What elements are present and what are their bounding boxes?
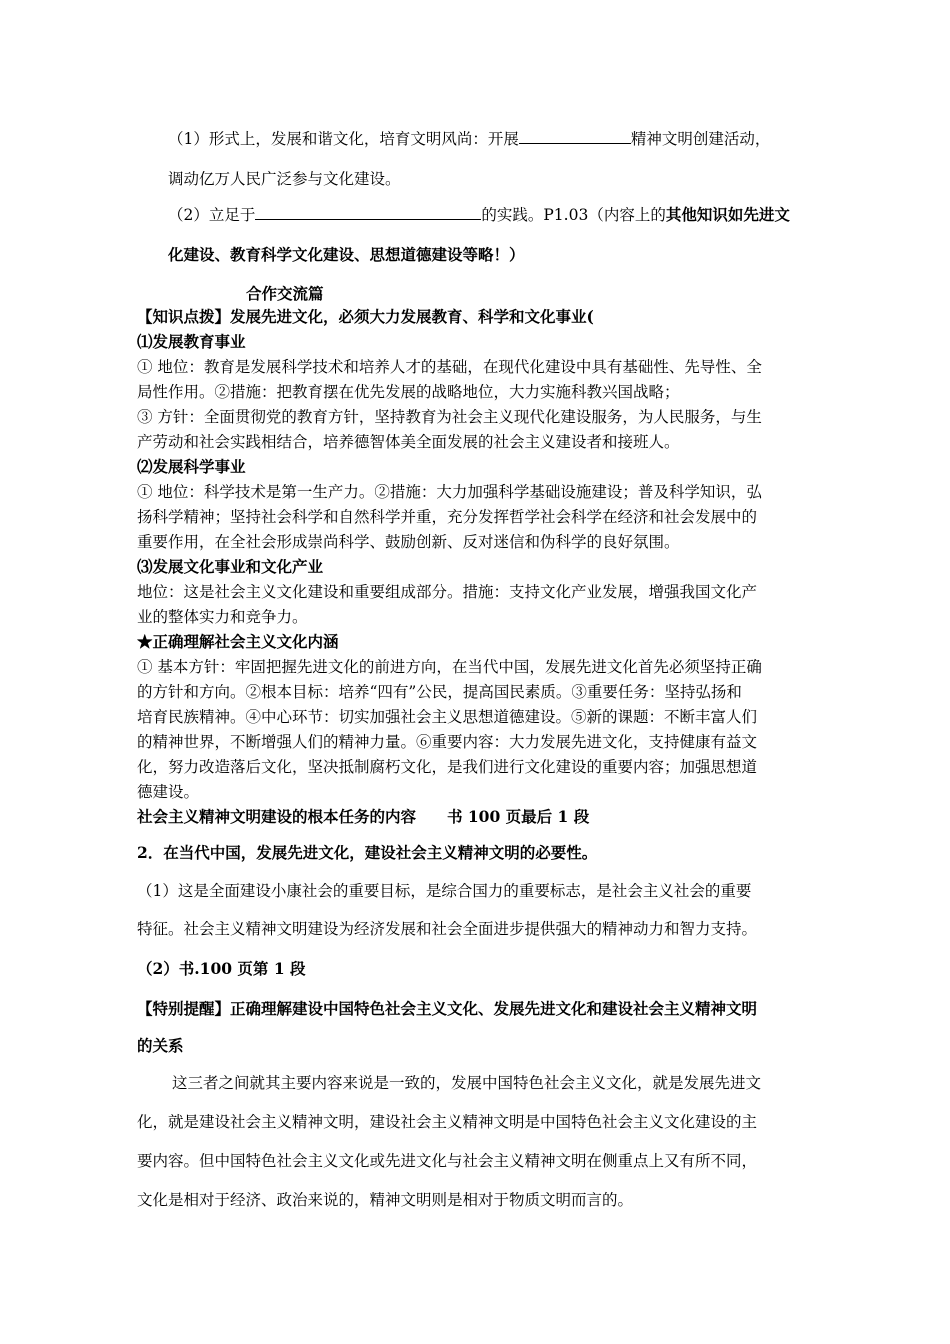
paragraph-line (168, 128, 820, 150)
section-title: 合作交流篇 (246, 284, 324, 303)
text: （2）立足于 (168, 206, 256, 224)
paragraph-line: 的方针和方向。②根本目标：培养“四有”公民，提高国民素质。③重要任务：坚持弘扬和 (137, 683, 742, 701)
text: （1）形式上，发展和谐文化，培育文明风尚：开展 (168, 130, 519, 148)
paragraph-line: 的精神世界，不断增强人们的精神力量。⑥重要内容：大力发展先进文化，支持健康有益文 (137, 733, 758, 751)
paragraph-line: 地位：这是社会主义文化建设和重要组成部分。措施：支持文化产业发展，增强我国文化产 (137, 583, 758, 601)
text-bold: 其他知识如先进文 (665, 205, 790, 224)
paragraph-line: 特征。社会主义精神文明建设为经济发展和社会全面进步提供强大的精神动力和智力支持。 (137, 920, 758, 938)
paragraph-line: 化，努力改造落后文化，坚决抵制腐朽文化，是我们进行文化建设的重要内容；加强思想道 (137, 758, 758, 776)
question-2: 2．在当代中国，发展先进文化，建设社会主义精神文明的必要性。 (137, 843, 598, 862)
special-reminder-heading: 的关系 (137, 1036, 184, 1055)
text: 的实践。P1.03（内容上的 (481, 206, 666, 224)
paragraph-line: 化，就是建设社会主义精神文明，建设社会主义精神文明是中国特色社会主义文化建设的主 (137, 1113, 758, 1131)
paragraph-line: 文化是相对于经济、政治来说的，精神文明则是相对于物质文明而言的。 (137, 1191, 634, 1209)
paragraph-line (168, 204, 820, 226)
paragraph-line: 德建设。 (137, 783, 200, 801)
task-line: 社会主义精神文明建设的根本任务的内容 书 100 页最后 1 段 (137, 807, 590, 826)
paragraph-line: 扬科学精神；坚持社会科学和自然科学并重，充分发挥哲学社会科学在经济和社会发展中的 (137, 508, 758, 526)
subheading-science: ⑵发展科学事业 (137, 457, 246, 476)
paragraph-line: 培育民族精神。④中心环节：切实加强社会主义思想道德建设。⑤新的课题：不断丰富人们 (137, 708, 758, 726)
text: 精神文明创建活动， (630, 130, 771, 148)
paragraph-line: 调动亿万人民广泛参与文化建设。 (168, 170, 401, 188)
paragraph-line: 化建设、教育科学文化建设、思想道德建设等略！） (168, 245, 525, 264)
fill-blank (519, 129, 631, 144)
paragraph-line: 重要作用，在全社会形成崇尚科学、鼓励创新、反对迷信和伪科学的良好氛围。 (137, 533, 680, 551)
special-reminder-heading: 【特别提醒】正确理解建设中国特色社会主义文化、发展先进文化和建设社会主义精神文明 (137, 999, 758, 1018)
subheading-star: ★正确理解社会主义文化内涵 (137, 632, 339, 651)
paragraph-line: 局性作用。②措施：把教育摆在优先发展的战略地位，大力实施科教兴国战略； (137, 383, 680, 401)
paragraph-line: 业的整体实力和竞争力。 (137, 608, 308, 626)
paragraph-line: ① 地位：教育是发展科学技术和培养人才的基础，在现代化建设中具有基础性、先导性、全 (137, 358, 762, 376)
paragraph-line: 要内容。但中国特色社会主义文化或先进文化与社会主义精神文明在侧重点上又有所不同， (137, 1152, 758, 1170)
subheading-education: ⑴发展教育事业 (137, 332, 246, 351)
subheading-culture: ⑶发展文化事业和文化产业 (137, 557, 324, 576)
paragraph-line: （1）这是全面建设小康社会的重要目标，是综合国力的重要标志，是社会主义社会的重要 (137, 882, 752, 900)
paragraph-line: ① 基本方针：牢固把握先进文化的前进方向，在当代中国，发展先进文化首先必须坚持正确 (137, 658, 762, 676)
knowledge-heading: 【知识点拨】发展先进文化，必须大力发展教育、科学和文化事业( (137, 307, 594, 326)
paragraph-line: 这三者之间就其主要内容来说是一致的，发展中国特色社会主义文化，就是发展先进文 (172, 1074, 762, 1092)
paragraph-line: 产劳动和社会实践相结合，培养德智体美全面发展的社会主义建设者和接班人。 (137, 433, 680, 451)
paragraph-line: （2）书.100 页第 1 段 (137, 959, 306, 978)
fill-blank (255, 205, 481, 220)
paragraph-line: ③ 方针：全面贯彻党的教育方针，坚持教育为社会主义现代化建设服务，为人民服务，与生 (137, 408, 762, 426)
paragraph-line: ① 地位：科学技术是第一生产力。②措施：大力加强科学基础设施建设；普及科学知识，弘 (137, 483, 762, 501)
